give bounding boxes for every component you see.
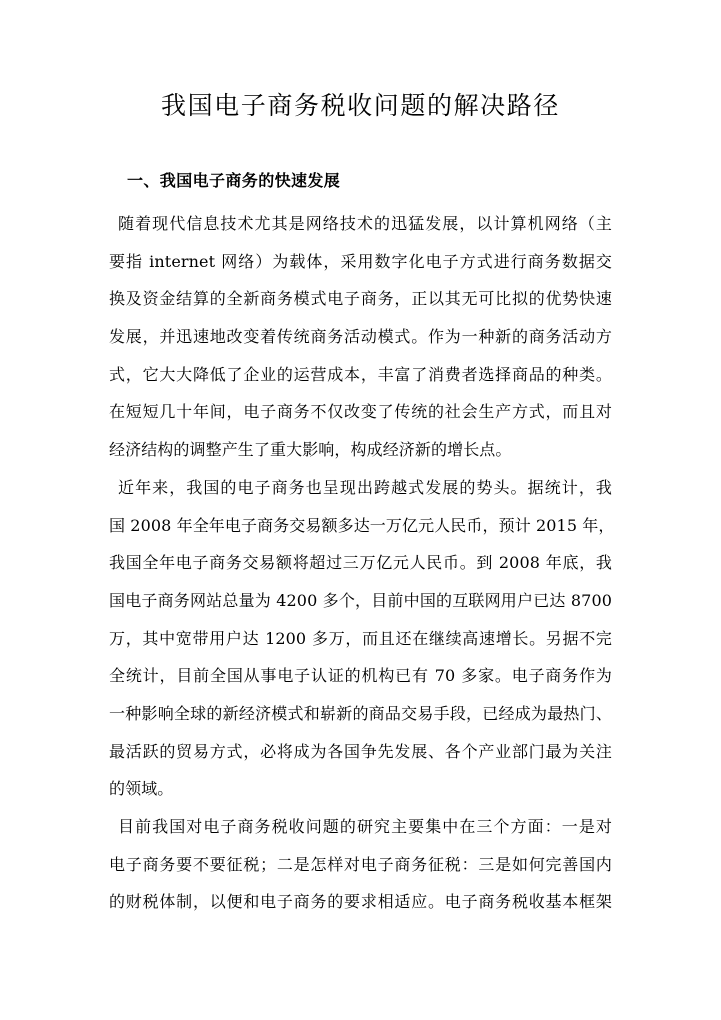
text-line: 式，它大大降低了企业的运营成本，丰富了消费者选择商品的种类。	[109, 364, 612, 384]
text-line: 万，其中宽带用户达 1200 多万，而且还在继续高速增长。另据不完	[109, 628, 612, 648]
text-line: 最活跃的贸易方式，必将成为各国争先发展、各个产业部门最为关注	[109, 741, 612, 761]
text-line: 在短短几十年间，电子商务不仅改变了传统的社会生产方式，而且对	[109, 402, 612, 422]
document-body	[109, 205, 615, 921]
text-line: 国 2008 年全年电子商务交易额多达一万亿元人民币，预计 2015 年，	[109, 515, 615, 535]
paragraph-2	[109, 469, 615, 808]
text-line: 近年来，我国的电子商务也呈现出跨越式发展的势头。据统计，我	[118, 477, 612, 497]
text-line: 目前我国对电子商务税收问题的研究主要集中在三个方面：一是对	[118, 817, 612, 836]
text-line: 我国全年电子商务交易额将超过三万亿元人民币。到 2008 年底，我	[109, 553, 612, 573]
text-line: 要指 internet 网络）为载体，采用数字化电子方式进行商务数据交	[109, 251, 612, 271]
text-line: 换及资金结算的全新商务模式电子商务，正以其无可比拟的优势快速	[109, 289, 612, 309]
text-line: 全统计，目前全国从事电子认证的机构已有 70 多家。电子商务作为	[109, 666, 612, 686]
text-line: 的领域。	[109, 779, 174, 799]
text-line: 电子商务要不要征税；二是怎样对电子商务征税：三是如何完善国内	[109, 854, 612, 874]
document-title: 我国电子商务税收问题的解决路径	[160, 91, 560, 120]
text-line: 国电子商务网站总量为 4200 多个，目前中国的互联网用户已达 8700	[109, 590, 612, 610]
text-line: 一种影响全球的新经济模式和崭新的商品交易手段，已经成为最热门、	[109, 703, 612, 723]
section-heading: 一、我国电子商务的快速发展	[127, 171, 341, 190]
paragraph-3	[109, 808, 612, 921]
text-line: 发展，并迅速地改变着传统商务活动模式。作为一种新的商务活动方	[109, 327, 612, 347]
paragraph-1	[109, 205, 612, 469]
text-line: 随着现代信息技术尤其是网络技术的迅猛发展，以计算机网络（主	[118, 214, 612, 233]
text-line: 的财税体制，以便和电子商务的要求相适应。电子商务税收基本框架	[109, 892, 612, 912]
text-line: 经济结构的调整产生了重大影响，构成经济新的增长点。	[109, 440, 512, 460]
